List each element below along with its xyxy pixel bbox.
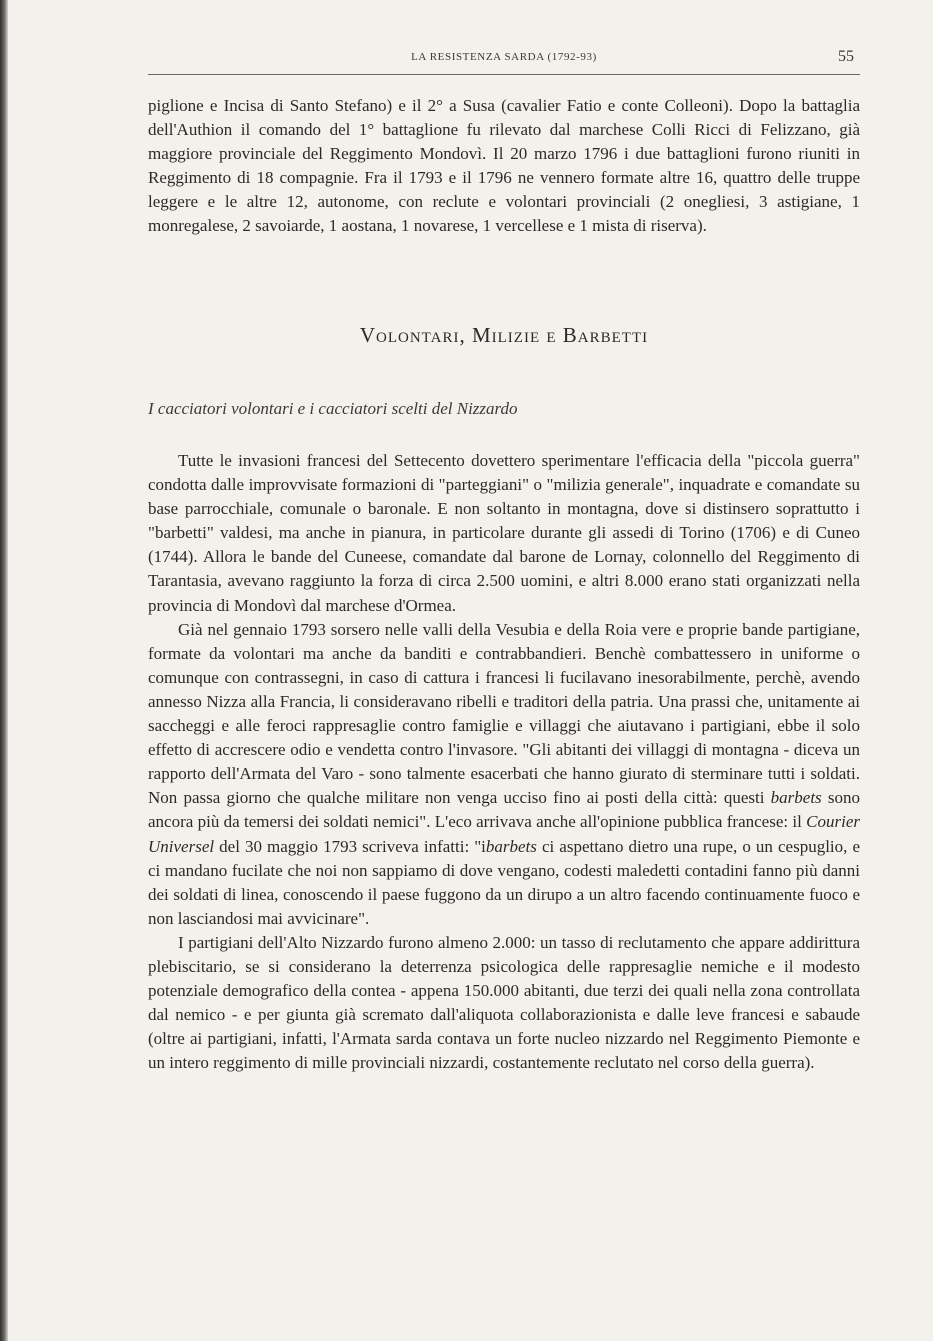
paragraph-2-part-3: del 30 maggio 1793 scriveva infatti: "i: [219, 836, 486, 856]
paragraph-2-part-1: Già nel gennaio 1793 sorsero nelle valli della Vesubia e della Roia vere e proprie bande partigiane, formate da volontari ma anche da banditi e contrabbandieri. Benchè combattessero in uniforme o comunque con contrassegni, in caso di cattura i francesi li fucilavano inesorabilmente, perchè, avendo annesso Nizza alla Francia, li consideravano ribelli e traditori della patria. Una prassi che, unitamente ai saccheggi e alle feroci rappresaglie contro famiglie e villaggi che aiutavano i partigiani, ebbe il solo effetto di accrescere odio e vendetta contro l'invasore. "Gli abitanti dei villaggi di montagna - diceva un rapporto dell'Armata del Varo - sono talmente esacerbati che hanno giurato di sterminare tutti i soldati. Non passa giorno che qualche militare non venga ucciso fino ai posti della città: questi: [148, 619, 860, 808]
paragraph-2: [148, 618, 860, 931]
intro-paragraph-block: [148, 94, 860, 239]
paragraph-2-part-2: sono ancora più da temersi dei soldati nemici". L'eco arrivava anche all'opinione pubblica francese: il: [148, 788, 860, 832]
body-text: [148, 449, 860, 1075]
paragraph-2-part-4: ci aspettano dietro una rupe, o un cespuglio, e ci mandano fucilate che noi non sappiamo di dove vengano, codesti maledetti contadini fanno più danni dei soldati di linea, conoscendo il paese fuggono da un dirupo a un altro facendo continuamente fuoco e non lasciandosi mai avvicinare".: [148, 836, 860, 928]
section-heading: Volontari, Milizie e Barbetti: [359, 323, 649, 347]
page-header: [148, 48, 860, 70]
paragraph-3: I partigiani dell'Alto Nizzardo furono almeno 2.000: un tasso di reclutamento che appare addirittura plebiscitario, se si considerano la deterrenza psicologica delle rappresaglie nemiche e il modesto potenziale demografico della contea - appena 150.000 abitanti, due terzi dei quali nella zona controllata dal nemico - e per giunta già scremato dall'aliquota collaborazionista e dalle leve francesi e sabaude (oltre ai partigiani, infatti, l'Armata sarda contava un forte nucleo nizzardo nel Reggimento Piemonte e un intero reggimento di mille provinciali nizzardi, costantemente reclutato nel corso della guerra).: [148, 932, 860, 1073]
subsection-heading: I cacciatori volontari e i cacciatori scelti del Nizzardo: [148, 399, 518, 418]
header-rule: [148, 74, 860, 75]
intro-paragraph: piglione e Incisa di Santo Stefano) e il 2° a Susa (cavalier Fatio e conte Colleoni). Dopo la battaglia dell'Authion il comando del 1° battaglione fu rilevato dal marchese Colli Ricci di Felizzano, già maggiore provinciale del Reggimento Mondovì. Il 20 marzo 1796 i due battaglioni furono riuniti in Reggimento di 18 compagnie. Fra il 1793 e il 1796 ne vennero formate altre 16, quattro delle truppe leggere e le altre 12, autonome, con reclute e volontari provinciali (2 onegliesi, 3 astigiane, 1 monregalese, 2 savoiarde, 1 aostana, 1 novarese, 1 vercellese e 1 mista di riserva).: [148, 96, 860, 236]
page-number: 55: [838, 48, 854, 65]
italic-barbets-2: barbets: [485, 836, 537, 856]
book-spine-shadow: [0, 0, 8, 1341]
italic-barbets-1: barbets: [770, 788, 822, 808]
paragraph-1: Tutte le invasioni francesi del Settecento dovettero sperimentare l'efficacia della "piccola guerra" condotta dalle improvvisate formazioni di "parteggiani" o "milizia generale", inquadrate e comandate su base parrocchiale, comunale o baronale. E non soltanto in montagna, dove si distinsero soprattutto i "barbetti" valdesi, ma anche in pianura, in particolare durante gli assedi di Torino (1706) e di Cuneo (1744). Allora le bande del Cuneese, comandate dal barone de Lornay, colonnello del Reggimento di Tarantasia, avevano raggiunto la forza di circa 2.500 uomini, e altri 8.000 erano stati organizzati nella provincia di Mondovì dal marchese d'Ormea.: [148, 451, 860, 615]
running-title: LA RESISTENZA SARDA (1792-93): [411, 51, 597, 63]
italic-courier-universel: Courier Universel: [148, 812, 860, 856]
